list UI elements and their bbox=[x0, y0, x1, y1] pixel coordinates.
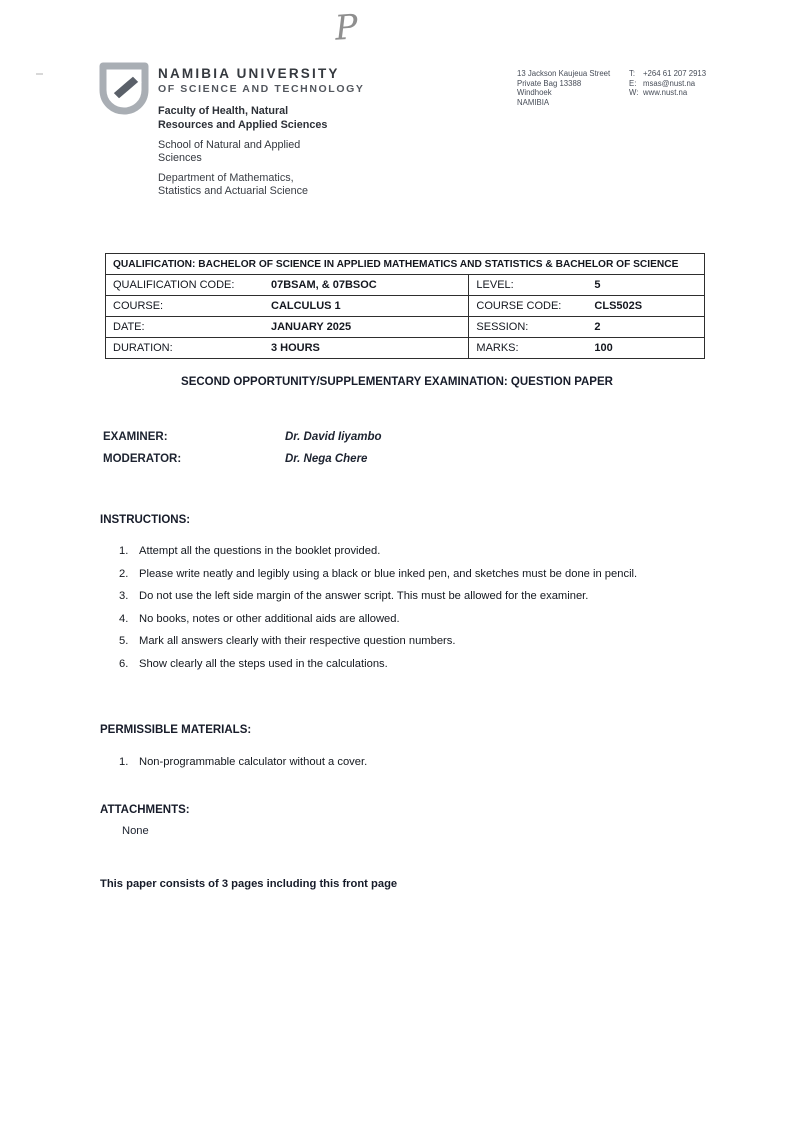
table-row bbox=[106, 338, 705, 359]
instruction-item: Show clearly all the steps used in the calculations. bbox=[139, 657, 388, 670]
page-count-note: This paper consists of 3 pages including this front page bbox=[100, 878, 398, 890]
marks-cell bbox=[469, 338, 705, 359]
table-row bbox=[106, 296, 705, 317]
field-value: CLS502S bbox=[594, 300, 643, 312]
website-label: W: bbox=[629, 88, 639, 97]
instruction-item: Attempt all the questions in the booklet provided. bbox=[139, 545, 381, 557]
instructions-section bbox=[100, 514, 705, 676]
field-label: MARKS: bbox=[476, 342, 519, 354]
exam-title: SECOND OPPORTUNITY/SUPPLEMENTARY EXAMINATION: QUESTION PAPER bbox=[181, 376, 613, 388]
field-label: SESSION: bbox=[476, 321, 529, 333]
qualification-code-cell bbox=[106, 275, 469, 296]
instruction-item: Do not use the left side margin of the answer script. This must be allowed for the examiner. bbox=[139, 590, 589, 602]
permissible-materials-heading: PERMISSIBLE MATERIALS: bbox=[100, 724, 252, 736]
university-name-line1: NAMIBIA UNIVERSITY bbox=[158, 66, 340, 81]
examiner-row bbox=[103, 426, 382, 448]
examiner-name: Dr. David Iiyambo bbox=[285, 431, 382, 443]
contact-details-block bbox=[629, 69, 706, 107]
instructions-list bbox=[119, 541, 705, 674]
address-block bbox=[517, 69, 617, 107]
duration-cell bbox=[106, 338, 469, 359]
email-label: E: bbox=[629, 78, 637, 88]
table-row bbox=[106, 275, 705, 296]
session-cell bbox=[469, 317, 705, 338]
website-row bbox=[629, 88, 706, 98]
moderator-row bbox=[103, 448, 382, 470]
permissible-materials-section bbox=[100, 724, 705, 775]
qualification-cell bbox=[106, 254, 705, 275]
scan-artifact-mark bbox=[36, 73, 43, 75]
field-label: DURATION: bbox=[113, 342, 173, 354]
field-value: 5 bbox=[594, 279, 601, 291]
shield-logo-icon bbox=[95, 61, 153, 115]
instruction-item: Mark all answers clearly with their respective question numbers. bbox=[139, 635, 456, 647]
material-item: Non-programmable calculator without a cover. bbox=[139, 756, 368, 768]
attachments-value: None bbox=[122, 825, 149, 837]
contact-block bbox=[517, 69, 706, 107]
address-line: 13 Jackson Kaujeua Street bbox=[517, 69, 611, 78]
field-label: LEVEL: bbox=[476, 279, 514, 291]
attachments-heading: ATTACHMENTS: bbox=[100, 804, 190, 816]
address-line: NAMIBIA bbox=[517, 97, 550, 107]
field-value: JANUARY 2025 bbox=[271, 321, 352, 333]
university-logo bbox=[95, 61, 153, 115]
university-name-line2: OF SCIENCE AND TECHNOLOGY bbox=[158, 82, 365, 95]
moderator-name: Dr. Nega Chere bbox=[285, 453, 368, 465]
table-row bbox=[106, 317, 705, 338]
field-label: DATE: bbox=[113, 321, 145, 333]
handwritten-mark: P bbox=[333, 7, 360, 49]
address-line: Private Bag 13388 bbox=[517, 78, 582, 88]
department-name: Department of Mathematics, Statistics and Actuarial Science bbox=[158, 172, 309, 196]
phone-value: +264 61 207 2913 bbox=[643, 69, 707, 78]
table-row bbox=[106, 254, 705, 275]
instruction-item: Please write neatly and legibly using a black or blue inked pen, and sketches must be done in pencil. bbox=[139, 567, 638, 580]
instructions-heading: INSTRUCTIONS: bbox=[100, 514, 191, 526]
faculty-name: Faculty of Health, Natural Resources and Applied Sciences bbox=[158, 105, 328, 131]
university-wordmark bbox=[158, 66, 364, 96]
examiner-label: EXAMINER: bbox=[103, 431, 168, 443]
moderator-label: MODERATOR: bbox=[103, 453, 182, 465]
permissible-materials-list bbox=[119, 752, 705, 773]
level-cell bbox=[469, 275, 705, 296]
course-code-cell bbox=[469, 296, 705, 317]
field-value: 2 bbox=[594, 321, 601, 333]
email-row bbox=[629, 79, 706, 89]
address-line: Windhoek bbox=[517, 88, 552, 97]
faculty-block bbox=[158, 105, 330, 196]
field-value: 100 bbox=[594, 342, 613, 354]
qualification-value: BACHELOR OF SCIENCE IN APPLIED MATHEMATICS AND STATISTICS & BACHELOR OF SCIENCE bbox=[198, 258, 679, 270]
course-cell bbox=[106, 296, 469, 317]
people-block bbox=[103, 426, 382, 470]
phone-row bbox=[629, 69, 706, 79]
qualification-label: QUALIFICATION: bbox=[113, 258, 196, 270]
field-value: 3 HOURS bbox=[271, 342, 320, 354]
field-value: 07BSAM, & 07BSOC bbox=[271, 279, 377, 291]
field-value: CALCULUS 1 bbox=[271, 300, 341, 312]
website-value: www.nust.na bbox=[643, 88, 688, 97]
school-name: School of Natural and Applied Sciences bbox=[158, 139, 301, 164]
email-value: msas@nust.na bbox=[643, 78, 696, 88]
exam-info-table bbox=[105, 253, 705, 359]
field-label: COURSE CODE: bbox=[476, 300, 562, 312]
phone-label: T: bbox=[629, 69, 636, 78]
field-label: QUALIFICATION CODE: bbox=[113, 279, 235, 291]
instruction-item: No books, notes or other additional aids are allowed. bbox=[139, 612, 400, 625]
attachments-section bbox=[100, 804, 190, 837]
field-label: COURSE: bbox=[113, 300, 164, 312]
date-cell bbox=[106, 317, 469, 338]
